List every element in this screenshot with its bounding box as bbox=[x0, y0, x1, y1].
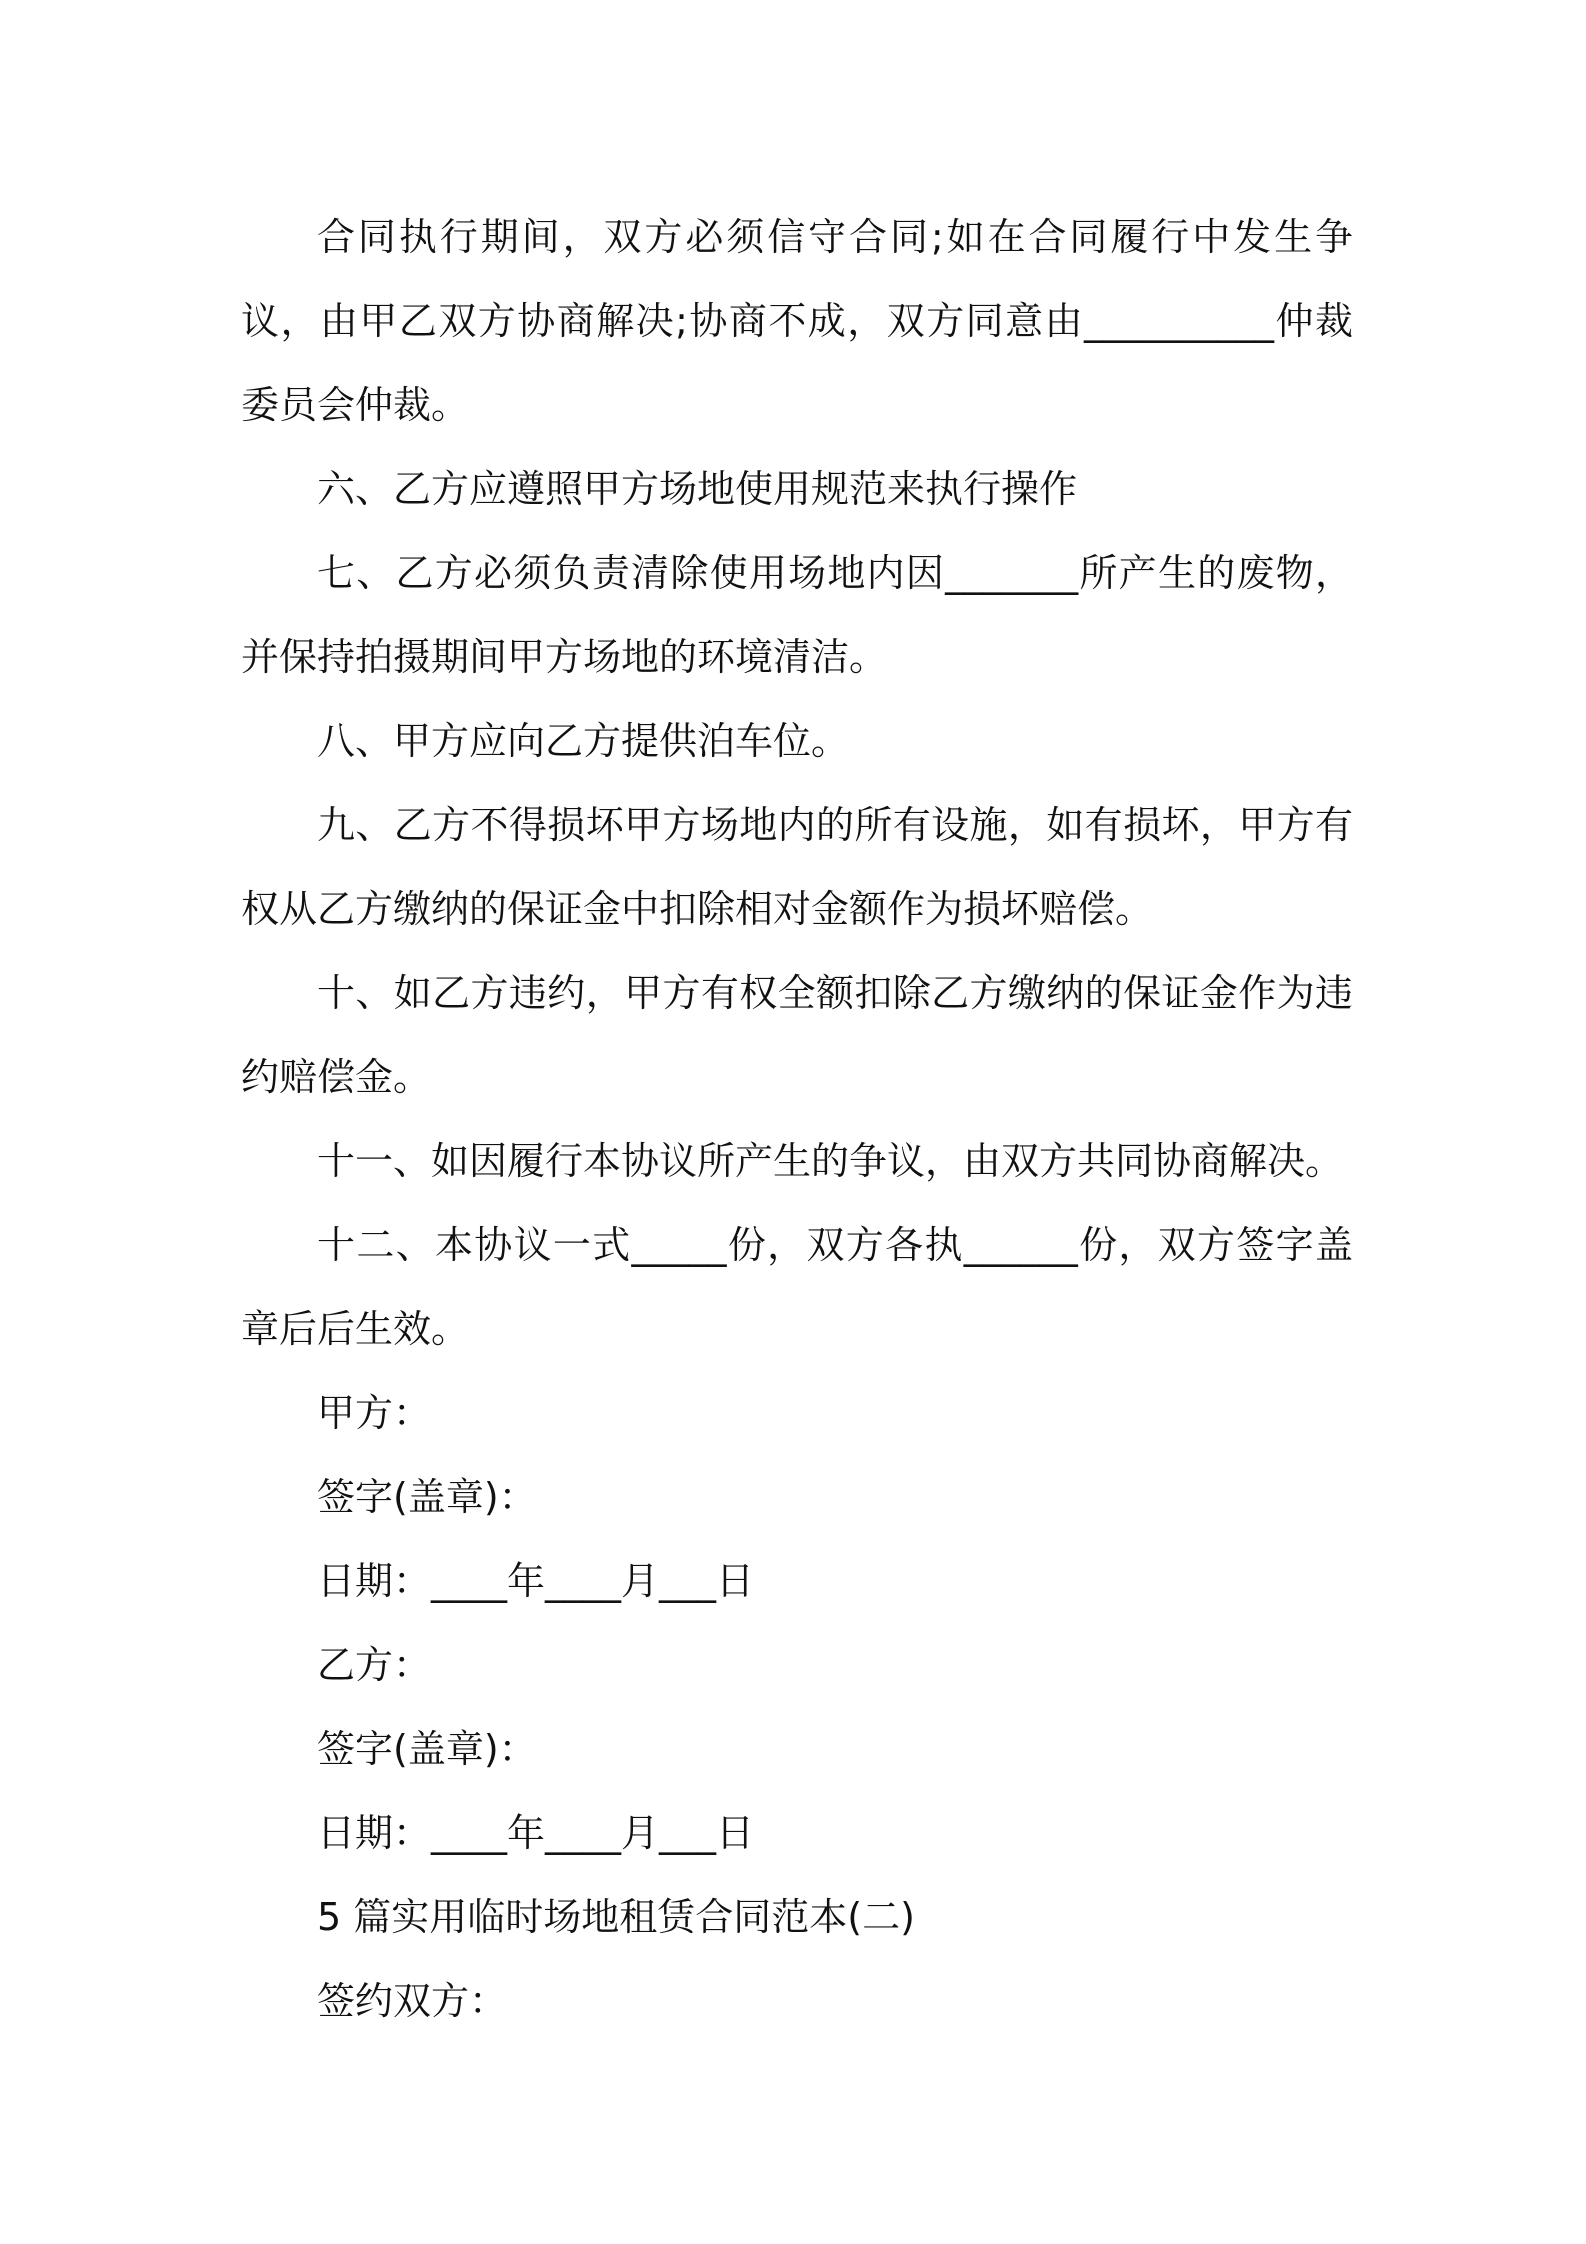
clause-8: 八、甲方应向乙方提供泊车位。 bbox=[317, 719, 850, 763]
clause-9: 九、乙方不得损坏甲方场地内的所有设施，如有损坏，甲方有权从乙方缴纳的保证金中扣除相对金额作为损坏赔偿。 bbox=[241, 803, 1353, 931]
party-a-label: 甲方： bbox=[317, 1391, 432, 1435]
party-b-date-line: 日期：____年____月___日 bbox=[317, 1811, 755, 1855]
clause-6: 六、乙方应遵照甲方场地使用规范来执行操作 bbox=[317, 467, 1078, 511]
signing-parties-label: 签约双方： bbox=[317, 1979, 508, 2023]
clause-10: 十、如乙方违约，甲方有权全额扣除乙方缴纳的保证金作为违约赔偿金。 bbox=[241, 971, 1353, 1099]
document-body bbox=[241, 195, 1353, 2043]
party-b-label: 乙方： bbox=[317, 1643, 432, 1687]
clause-dispute-arbitration: 合同执行期间，双方必须信守合同;如在合同履行中发生争议，由甲乙双方协商解决;协商不成，双方同意由__________仲裁委员会仲裁。 bbox=[241, 215, 1353, 427]
party-a-signature-line: 签字(盖章)： bbox=[317, 1475, 537, 1519]
clause-11: 十一、如因履行本协议所产生的争议，由双方共同协商解决。 bbox=[317, 1139, 1344, 1183]
clause-7: 七、乙方必须负责清除使用场地内因_______所产生的废物，并保持拍摄期间甲方场地的环境清洁。 bbox=[241, 551, 1353, 679]
party-a-date-line: 日期：____年____月___日 bbox=[317, 1559, 755, 1603]
clause-12: 十二、本协议一式_____份，双方各执______份，双方签字盖章后后生效。 bbox=[241, 1223, 1353, 1351]
party-b-signature-line: 签字(盖章)： bbox=[317, 1727, 537, 1771]
section-heading: 5 篇实用临时场地租赁合同范本(二) bbox=[317, 1895, 915, 1939]
